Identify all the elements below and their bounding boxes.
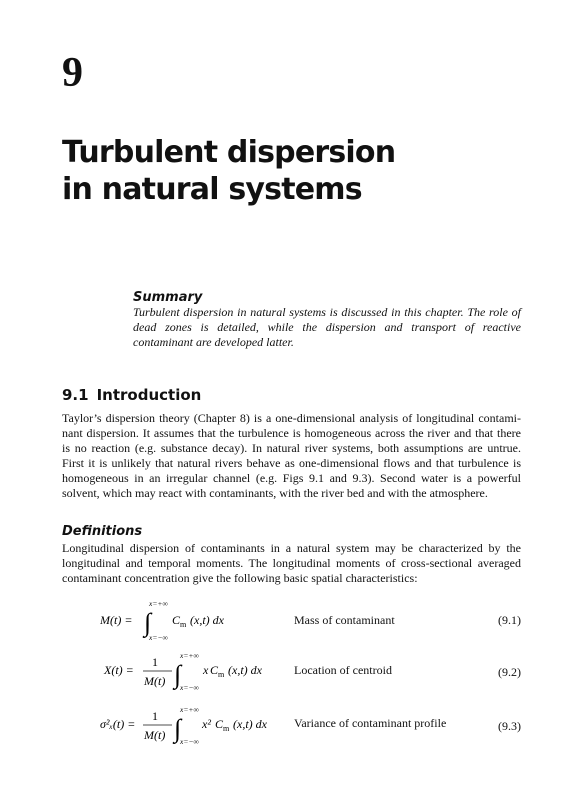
paragraph-line: homogeneous in an irregular channel (e.g. Figs 9.1 and 9.3). Second water is a powerful: [62, 471, 521, 485]
section-title: Introduction: [96, 386, 202, 404]
integrand-prefix: x²: [202, 717, 211, 731]
equation-9-3: [100, 702, 280, 752]
integrand-args: (x,t) dx: [233, 717, 267, 731]
integral-upper-limit: x=+∞: [180, 705, 199, 714]
integrand-subscript: m: [223, 724, 230, 733]
summary-box: [133, 290, 521, 350]
equation-9-2: [100, 648, 280, 698]
integrand-args: (x,t) dx: [190, 613, 224, 627]
paragraph-line: is no reaction (e.g. substance decay). In natural river systems, both assumptions are untrue.: [62, 441, 521, 455]
integrand-args: (x,t) dx: [228, 663, 262, 677]
fraction-numerator: 1: [152, 709, 158, 723]
integral-lower-limit: x=−∞: [180, 737, 199, 746]
integrand-subscript: m: [180, 620, 187, 629]
equation-lhs: M(t) =: [100, 613, 133, 627]
definitions-heading: Definitions: [62, 524, 143, 539]
fraction-denominator: M(t): [144, 674, 166, 688]
paragraph-line: longitudinal and temporal moments. The longitudinal moments of cross-sectional averaged: [62, 556, 521, 570]
paragraph-line: nant dispersion. It assumes that the turbulence is homogeneous across the river and that there: [62, 426, 521, 440]
equation-row: [0, 596, 578, 646]
paragraph-line: Taylor’s dispersion theory (Chapter 8) is a one-dimensional analysis of longitudinal contami-: [62, 411, 521, 425]
chapter-title-line-1: Turbulent dispersion: [62, 135, 396, 170]
paragraph-line: First it is unlikely that natural rivers behave as one-dimensional flows and that turbulence is: [62, 456, 521, 470]
chapter-title-line-2: in natural systems: [62, 172, 362, 207]
summary-text: Turbulent dispersion in natural systems is discussed in this chapter. The role of dead zones is detailed, while the dispersion and transport of reactive contaminant are developed latter.: [133, 305, 521, 349]
section-number: 9.1: [62, 386, 89, 404]
section-heading: [62, 386, 201, 404]
integrand-prefix: x: [203, 663, 209, 677]
integral-upper-limit: x=+∞: [149, 599, 168, 608]
integral-lower-limit: x=−∞: [180, 683, 199, 692]
integrand-subscript: m: [218, 670, 225, 679]
equation-number: (9.3): [498, 719, 521, 733]
integral-lower-limit: x=−∞: [149, 633, 168, 642]
equation-description: Variance of contaminant profile: [294, 716, 447, 730]
integrand: C: [210, 663, 219, 677]
integrand: C: [215, 717, 224, 731]
equation-description: Mass of contaminant: [294, 613, 395, 627]
integrand: C: [172, 613, 181, 627]
integral-sign: ∫: [174, 714, 182, 743]
equation-number: (9.1): [498, 613, 521, 627]
summary-heading: Summary: [133, 290, 203, 305]
chapter-number: 9: [62, 50, 83, 96]
equation-row: [0, 702, 578, 752]
integral-sign: ∫: [174, 660, 182, 689]
equation-lhs: σ²ₓ(t) =: [100, 717, 136, 731]
equation-lhs: X(t) =: [104, 663, 134, 677]
equation-description: Location of centroid: [294, 663, 392, 677]
fraction-numerator: 1: [152, 655, 158, 669]
introduction-paragraph: [62, 411, 521, 501]
paragraph-line: contaminant concentration give the following basic spatial characteristics:: [62, 571, 418, 585]
integral-sign: ∫: [144, 608, 152, 637]
paragraph-line: solvent, which may react with contaminants, with the river bed and with the atmosphere.: [62, 486, 488, 500]
equation-row: [0, 648, 578, 698]
chapter-title: [62, 134, 522, 208]
equation-number: (9.2): [498, 665, 521, 679]
integral-upper-limit: x=+∞: [180, 651, 199, 660]
fraction-denominator: M(t): [144, 728, 166, 742]
equation-9-1: [100, 596, 280, 646]
paragraph-line: Longitudinal dispersion of contaminants in a natural system may be characterized by the: [62, 541, 521, 555]
definitions-paragraph: [62, 541, 521, 586]
